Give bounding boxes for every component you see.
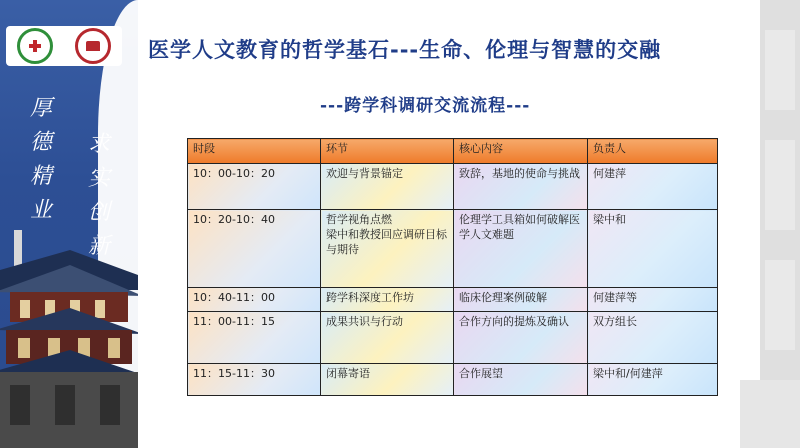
table-header-row: [188, 139, 718, 164]
cell-time: 11：00-11：15: [188, 312, 321, 364]
header-session: 环节: [321, 139, 454, 164]
cell-core-content: 致辞，基地的使命与挑战: [454, 164, 588, 210]
header-time: 时段: [188, 139, 321, 164]
cell-core-content: 合作展望: [454, 364, 588, 396]
calligraphy-char: 厚: [29, 96, 52, 121]
left-decorative-panel: [0, 0, 138, 448]
cell-session: 欢迎与背景锚定: [321, 164, 454, 210]
schedule-table: [187, 138, 718, 396]
right-architecture-decoration: [740, 0, 800, 448]
cell-core-content: 临床伦理案例破解: [454, 288, 588, 312]
header-owner: 负责人: [588, 139, 718, 164]
calligraphy-char: 创: [87, 200, 110, 225]
calligraphy-char: 精: [29, 164, 52, 189]
slide-title: 医学人文教育的哲学基石---生命、伦理与智慧的交融: [148, 38, 662, 62]
cell-session: 闭幕寄语: [321, 364, 454, 396]
cell-time: 10：40-11：00: [188, 288, 321, 312]
slide-subtitle: ---跨学科调研交流流程---: [320, 96, 531, 116]
cell-session: 成果共识与行动: [321, 312, 454, 364]
calligraphy-char: 求: [87, 132, 110, 157]
cell-session: 哲学视角点燃 梁中和教授回应调研目标与期待: [321, 210, 454, 288]
university-logo-icon: [75, 28, 111, 64]
cell-owner: 何建萍: [588, 164, 718, 210]
calligraphy-char: 德: [29, 130, 52, 155]
table-row: [188, 210, 718, 288]
calligraphy-char: 新: [87, 234, 110, 259]
table-row: [188, 364, 718, 396]
calligraphy-left: [28, 92, 54, 228]
cell-core-content: 合作方向的提炼及确认: [454, 312, 588, 364]
cell-core-content: 伦理学工具箱如何破解医学人文难题: [454, 210, 588, 288]
cell-owner: 双方组长: [588, 312, 718, 364]
pagoda-illustration: [0, 230, 138, 448]
cell-time: 10：20-10：40: [188, 210, 321, 288]
cell-owner: 梁中和/何建萍: [588, 364, 718, 396]
cell-session: 跨学科深度工作坊: [321, 288, 454, 312]
logo-group: [6, 26, 122, 66]
cell-time: 10：00-10：20: [188, 164, 321, 210]
header-core-content: 核心内容: [454, 139, 588, 164]
calligraphy-char: 业: [29, 198, 52, 223]
cell-owner: 何建萍等: [588, 288, 718, 312]
calligraphy-char: 实: [87, 166, 110, 191]
table-row: [188, 164, 718, 210]
hospital-logo-icon: [17, 28, 53, 64]
table-row: [188, 312, 718, 364]
table-row: [188, 288, 718, 312]
cell-owner: 梁中和: [588, 210, 718, 288]
cell-time: 11：15-11：30: [188, 364, 321, 396]
